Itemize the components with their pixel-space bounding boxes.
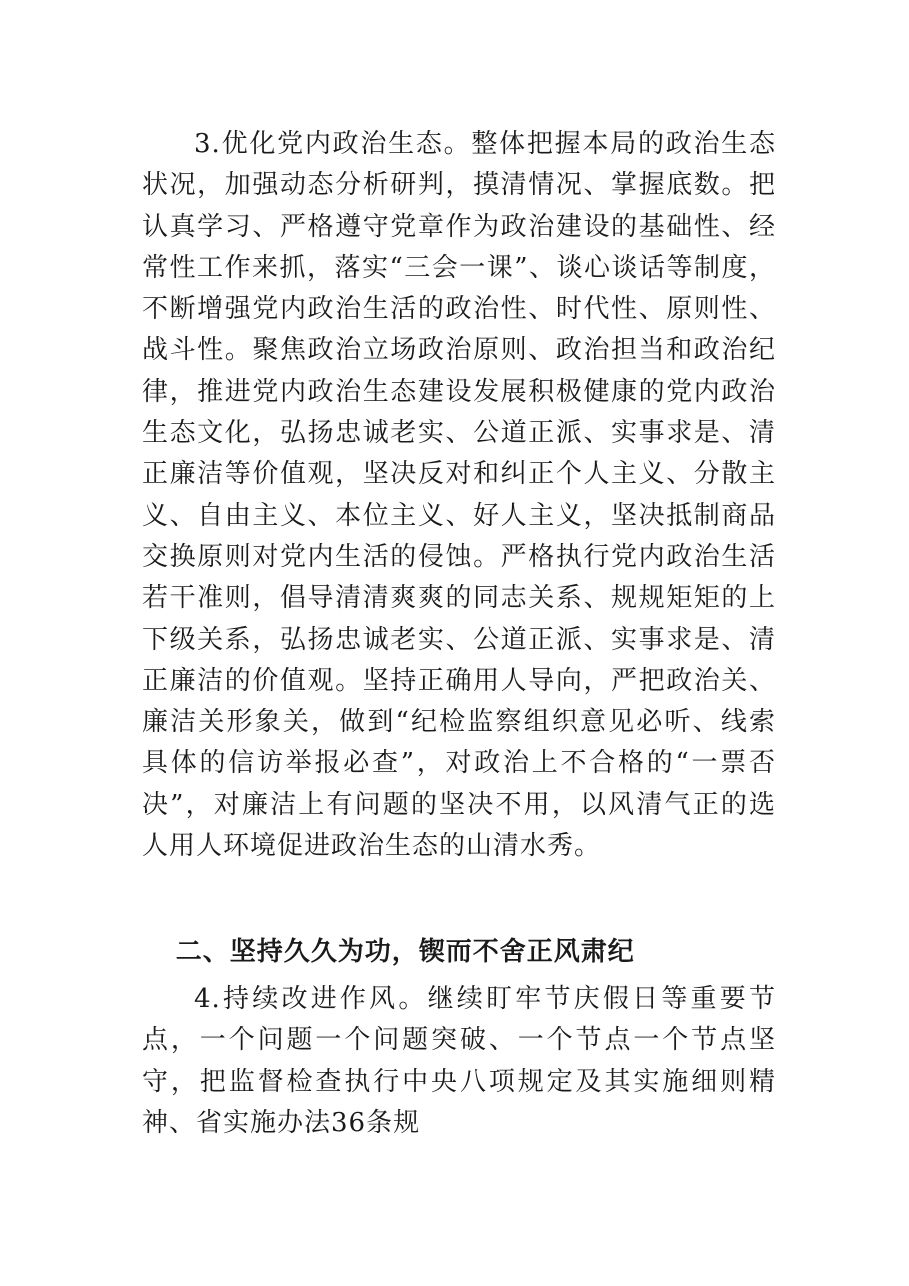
- section-heading-2: 二、坚持久久为功，锲而不舍正风肃纪: [175, 937, 635, 967]
- paragraph-4: 4.持续改进作风。继续盯牢节庆假日等重要节点，一个问题一个问题突破、一个节点一个节点坚守，把监督检查执行中央八项规定及其实施细则精神、省实施办法36条规: [142, 984, 776, 1138]
- paragraph-3: 3.优化党内政治生态。整体把握本局的政治生态状况，加强动态分析研判，摸清情况、掌握底数。把认真学习、严格遵守党章作为政治建设的基础性、经常性工作来抓，落实“三会一课”、谈心谈话等制度，不断增强党内政治生活的政治性、时代性、原则性、战斗性。聚焦政治立场政治原则、政治担当和政治纪律，推进党内政治生态建设发展积极健康的党内政治生态文化，弘扬忠诚老实、公道正派、实事求是、清正廉洁等价值观，坚决反对和纠正个人主义、分散主义、自由主义、本位主义、好人主义，坚决抵制商品交换原则对党内生活的侵蚀。严格执行党内政治生活若干准则，倡导清清爽爽的同志关系、规规矩矩的上下级关系，弘扬忠诚老实、公道正派、实事求是、清正廉洁的价值观。坚持正确用人导向，严把政治关、廉洁关形象关，做到“纪检监察组织意见必听、线索具体的信访举报必查”，对政治上不合格的“一票否决”，对廉洁上有问题的坚决不用，以风清气正的选人用人环境促进政治生态的山清水秀。: [142, 129, 776, 862]
